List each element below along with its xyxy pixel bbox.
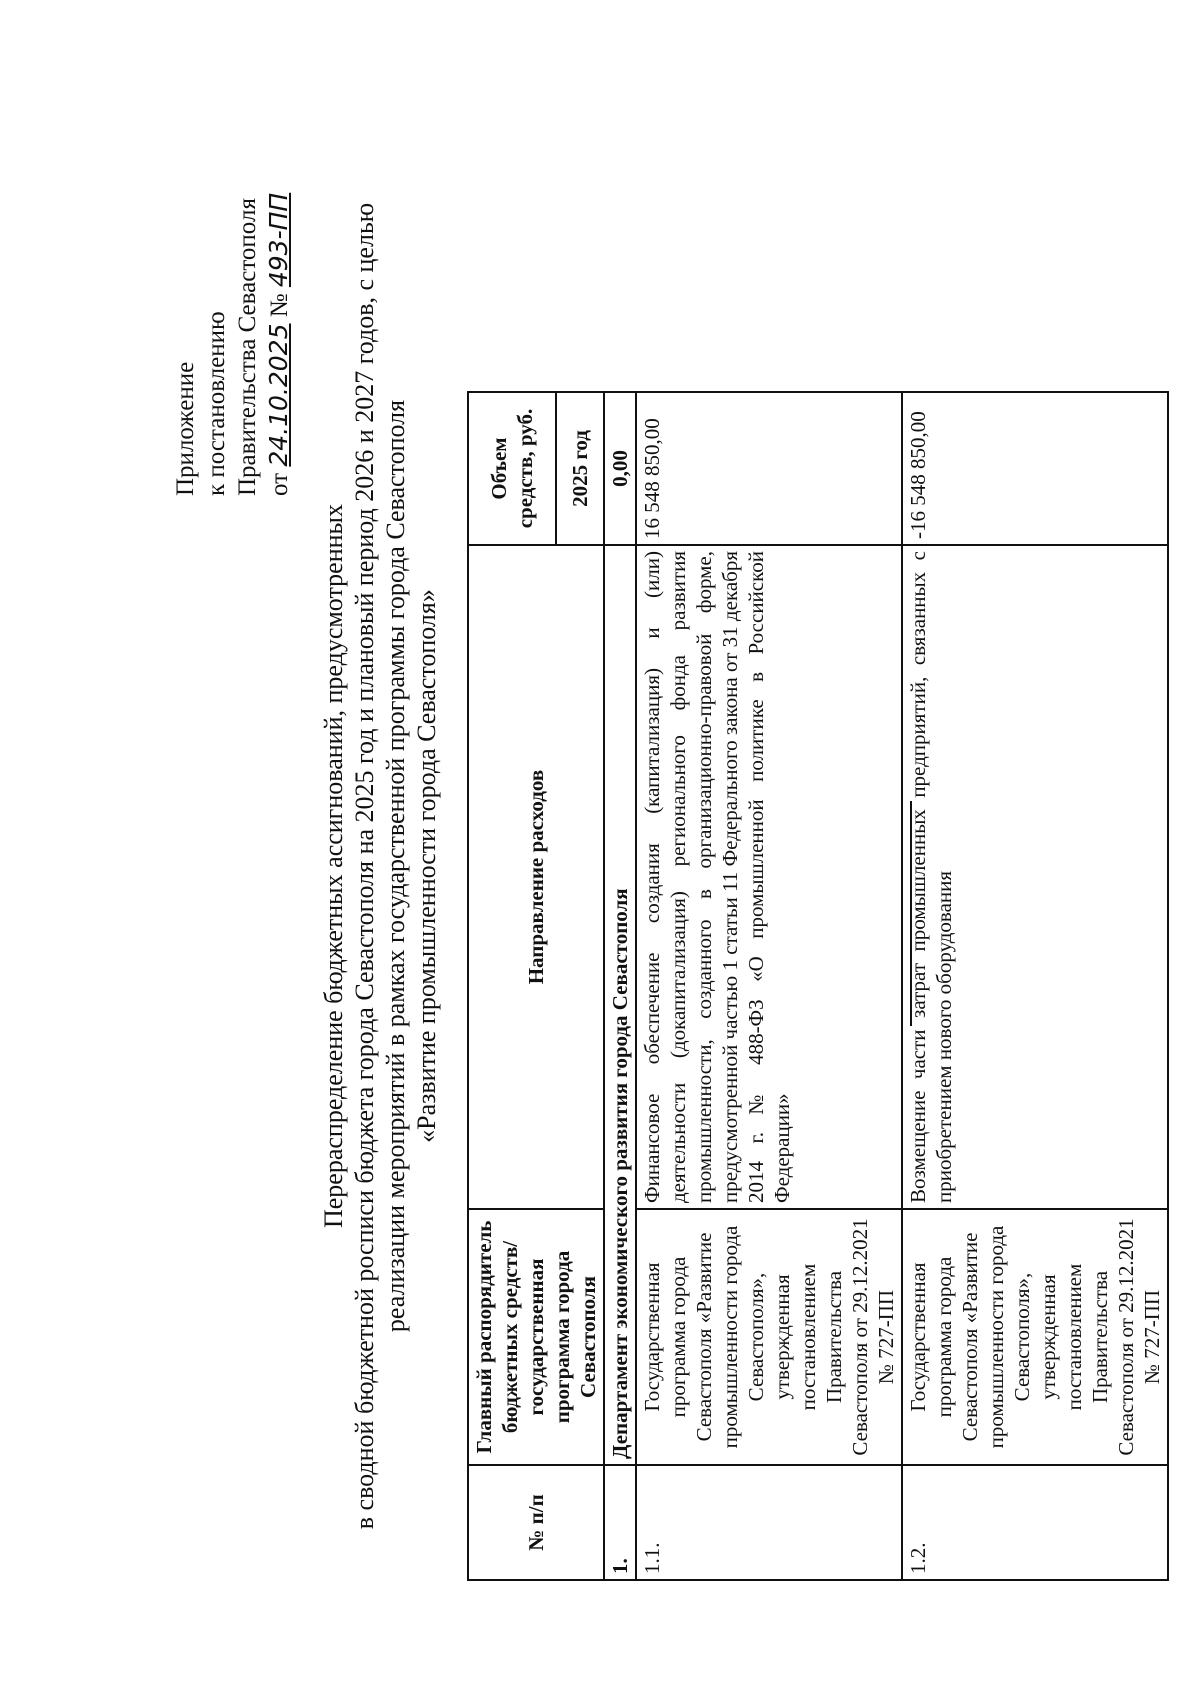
- handwritten-number: 493-ПП: [264, 192, 293, 288]
- header-volume: Объем средств, руб.: [468, 392, 556, 545]
- row-num: 1.2.: [902, 1465, 1168, 1580]
- row-program: Государственная программа города Севастополя «Развитие промышленности города Севастополя», утвержденная постановлением Правительства Севастополя от 29.12.2021 № 727-ПП: [636, 1209, 902, 1465]
- title-line-2: в сводной бюджетной росписи бюджета города Севастополя на 2025 год и плановый период 2026 и 2027 годов, с целью: [350, 202, 379, 1530]
- row-direction: Возмещение части затрат промышленных предприятий, связанных с приобретением нового оборудования: [902, 545, 1168, 1209]
- number-prefix: №: [266, 293, 293, 318]
- date-prefix: от: [266, 472, 293, 496]
- section-amount: 0,00: [604, 392, 636, 545]
- section-name: Департамент экономического развития города Севастополя: [604, 545, 636, 1465]
- appendix-label: Приложение: [172, 361, 199, 496]
- row-num: 1.1.: [636, 1465, 902, 1580]
- row-direction: Финансовое обеспечение создания (капитализация) и (или) деятельности (докапитализация) регионального фонда развития промышленности, созданного в организационно-правовой форме, предусмотренной частью 1 статьи 11 Федерального закона от 31 декабря 2014 г. № 488-ФЗ «О промышленной политике в Российской Федерации»: [636, 545, 902, 1209]
- table-row: [902, 392, 1168, 1580]
- row-program: Государственная программа города Севастополя «Развитие промышленности города Севастополя», утвержденная постановлением Правительства Севастополя от 29.12.2021 № 727-ПП: [902, 1209, 1168, 1465]
- appendix-block: [170, 193, 295, 496]
- end-separator-line: [910, 801, 912, 1026]
- row-amount: 16 548 850,00: [636, 392, 902, 545]
- allocation-table: [467, 391, 1169, 1581]
- title-line-4: «Развитие промышленности города Севастополя»: [412, 589, 441, 1143]
- header-direction: Направление расходов: [468, 545, 604, 1209]
- document-title: [318, 166, 442, 1566]
- header-num: № п/п: [468, 1465, 604, 1580]
- header-year: 2025 год: [556, 392, 604, 545]
- title-line-3: реализации мероприятий в рамках государственной программы города Севастополя: [381, 399, 410, 1333]
- appendix-date-line: [263, 193, 295, 496]
- section-num: 1.: [604, 1465, 636, 1580]
- table-row: [636, 392, 902, 1580]
- appendix-ref: к постановлению: [203, 311, 230, 496]
- row-amount: -16 548 850,00: [902, 392, 1168, 545]
- handwritten-date: 24.10.2025: [264, 323, 293, 467]
- title-line-1: Перераспределение бюджетных ассигнований, предусмотренных: [319, 504, 348, 1229]
- table-row-section: [604, 392, 636, 1580]
- header-distributor: Главный распорядитель бюджетных средств/государственная программа города Севастополя: [468, 1209, 604, 1465]
- appendix-government: Правительства Севастополя: [234, 198, 261, 496]
